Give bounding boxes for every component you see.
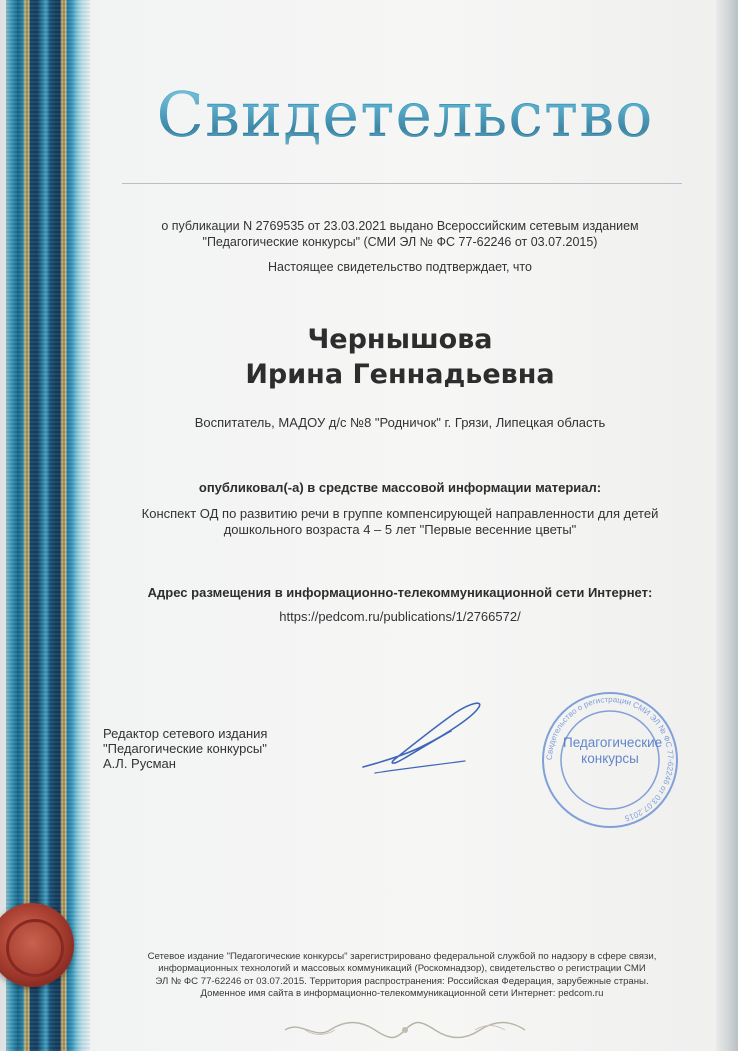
footer-line: ЭЛ № ФС 77-62246 от 03.07.2015. Территория распространения: Российская Федерация, зарубежные страны. <box>155 975 649 987</box>
footer-line: Доменное имя сайта в информационно-телекоммуникационной сети Интернет: pedcom.ru <box>200 987 604 999</box>
publication-info <box>110 218 690 250</box>
page-edge-shadow <box>716 0 738 1051</box>
decorative-ribbon <box>6 0 90 1051</box>
publication-line: о публикации N 2769535 от 23.03.2021 выдано Всероссийским сетевым изданием <box>161 219 639 233</box>
signature-icon <box>355 695 495 780</box>
stamp-label <box>563 735 663 767</box>
address-url: https://pedcom.ru/publications/1/2766572/ <box>279 609 521 624</box>
editor-name: А.Л. Русман <box>103 756 176 771</box>
material-title <box>110 506 690 538</box>
footer-line: информационных технологий и массовых коммуникаций (Роскомнадзор), свидетельство о регистрации СМИ <box>158 963 646 975</box>
recipient-surname: Чернышова <box>307 324 493 355</box>
material-line: Конспект ОД по развитию речи в группе компенсирующей направленности для детей <box>141 506 659 521</box>
registration-footer <box>112 951 692 1000</box>
title-divider <box>122 183 682 184</box>
footer-line: Сетевое издание "Педагогические конкурсы" зарегистрировано федеральной службой по надзору в сфере связи, <box>147 951 657 962</box>
material-line: дошкольного возраста 4 – 5 лет "Первые весенние цветы" <box>223 522 577 537</box>
recipient-name <box>110 322 690 392</box>
stamp-label-line: конкурсы <box>581 751 639 766</box>
certificate-title: Свидетельство <box>95 78 715 151</box>
confirmation-text: Настоящее свидетельство подтверждает, что <box>268 260 532 274</box>
recipient-position: Воспитатель, МАДОУ д/с №8 "Родничок" г. Грязи, Липецкая область <box>194 415 606 430</box>
publication-line: "Педагогические конкурсы" (СМИ ЭЛ № ФС 77-62246 от 03.07.2015) <box>202 235 598 249</box>
published-label: опубликовал(-а) в средстве массовой информации материал: <box>198 480 602 495</box>
address-label: Адрес размещения в информационно-телекоммуникационной сети Интернет: <box>147 585 653 600</box>
ornament-icon <box>275 1018 535 1042</box>
editor-publication: "Педагогические конкурсы" <box>103 741 267 756</box>
recipient-given-names: Ирина Геннадьевна <box>245 359 555 390</box>
stamp-label-line: Педагогические <box>563 735 663 750</box>
editor-block <box>103 726 363 771</box>
stamp-ring-text: Свидетельство о регистрации СМИ ЭЛ № ФС 77-62246 от 03.07.2015 <box>544 694 676 823</box>
editor-title: Редактор сетевого издания <box>103 726 268 741</box>
